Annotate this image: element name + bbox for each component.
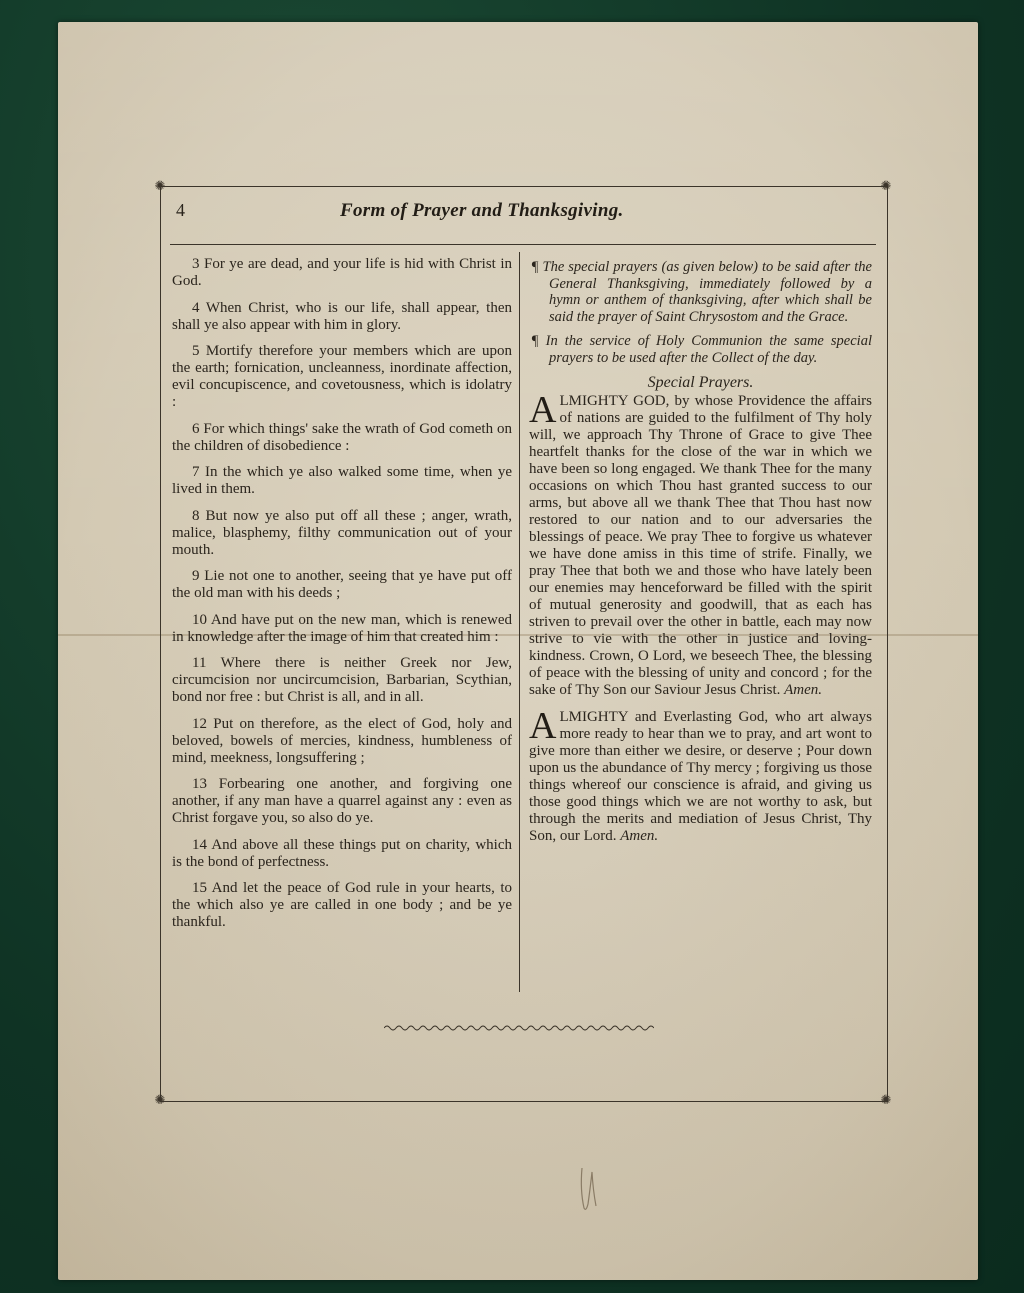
corner-ornament-icon: ✺ bbox=[880, 1092, 892, 1107]
corner-ornament-icon: ✺ bbox=[154, 178, 166, 193]
verse: 14 And above all these things put on charity, which is the bond of perfectness. bbox=[172, 836, 512, 870]
rubric-holy-communion: ¶ In the service of Holy Communion the same special prayers to be used after the Collect of the day. bbox=[531, 333, 872, 366]
page-number: 4 bbox=[176, 200, 185, 220]
verse: 15 And let the peace of God rule in your hearts, to the which also ye are called in one body ; and be ye thankful. bbox=[172, 880, 512, 930]
verse: 7 In the which ye also walked some time, when ye lived in them. bbox=[172, 464, 512, 497]
verse: 9 Lie not one to another, seeing that ye have put off the old man with his deeds ; bbox=[172, 568, 512, 601]
corner-ornament-icon: ✺ bbox=[880, 178, 892, 193]
pencil-mark bbox=[574, 1160, 604, 1220]
prayer-text: LMIGHTY GOD, by whose Providence the affairs of nations are guided to the fulfilment of Thy holy will, we approach Thy Throne of Grace to give Thee heartfelt thanks for the close of the war in which we have been so long engaged. We thank Thee for the many occasions on which Thou hast granted success to our arms, but above all we thank Thee that Thou hast now restored to our nation and to our adversaries the blessings of peace. We pray Thee to forgive us whatever we have done amiss in this time of strife. Finally, we pray Thee that both we and those who have lately been our enemies may henceforward be filled with the spirit of mutual generosity and goodwill, that as each has striven to prevail over the other in battle, each may now strive to vie with the other in justice and loving-kindness. Crown, O Lord, we beseech Thee, the blessing of peace with the blessing of unity and concord ; for the sake of Thy Son our Saviour Jesus Christ. bbox=[529, 393, 872, 698]
special-prayers-heading: Special Prayers. bbox=[647, 374, 754, 391]
verse: 5 Mortify therefore your members which are upon the earth; fornication, uncleanness, inordinate affection, evil concupiscence, and covetousness, which is idolatry : bbox=[172, 343, 512, 410]
corner-ornament-icon: ✺ bbox=[154, 1092, 166, 1107]
drop-cap: A bbox=[529, 705, 557, 747]
verse: 13 Forbearing one another, and forgiving one another, if any man have a quarrel against any : even as Christ forgave you, so also do ye. bbox=[172, 776, 512, 826]
page-title: Form of Prayer and Thanksgiving. bbox=[340, 200, 624, 221]
rubric-special-prayers: ¶ The special prayers (as given below) to be said after the General Thanksgiving, immediately followed by a hymn or anthem of thanksgiving, after which shall be said the prayer of Saint Chrysostom and the Grace. bbox=[531, 259, 872, 325]
verse: 8 But now ye also put off all these ; anger, wrath, malice, blasphemy, filthy communication out of your mouth. bbox=[172, 507, 512, 558]
verse: 3 For ye are dead, and your life is hid with Christ in God. bbox=[172, 256, 512, 289]
amen: Amen. bbox=[784, 682, 823, 698]
amen: Amen. bbox=[620, 828, 659, 844]
verse: 4 When Christ, who is our life, shall appear, then shall ye also appear with him in glory. bbox=[172, 299, 512, 333]
right-column bbox=[529, 259, 872, 855]
header-rule bbox=[170, 244, 876, 245]
prayer-thanksgiving bbox=[529, 389, 872, 699]
prayer-everlasting-god bbox=[529, 705, 872, 845]
drop-cap: A bbox=[529, 389, 557, 431]
wavy-ornament-rule bbox=[384, 1024, 654, 1032]
column-divider bbox=[519, 252, 520, 992]
verse: 11 Where there is neither Greek nor Jew, circumcision nor uncircumcision, Barbarian, Scythian, bond nor free : but Christ is all, and in all. bbox=[172, 655, 512, 705]
prayer-text: LMIGHTY and Everlasting God, who art always more ready to hear than we to pray, and art wont to give more than either we desire, or deserve ; Pour down upon us the abundance of Thy mercy ; forgiving us those things whereof our conscience is afraid, and giving us those good things which we are not worthy to ask, but through the merits and mediation of Jesus Christ, Thy Son, our Lord. bbox=[529, 709, 872, 844]
verse: 6 For which things' sake the wrath of God cometh on the children of disobedience : bbox=[172, 420, 512, 454]
verse: 12 Put on therefore, as the elect of God, holy and beloved, bowels of mercies, kindness, humbleness of mind, meekness, longsuffering ; bbox=[172, 715, 512, 766]
left-column bbox=[172, 256, 512, 941]
verse: 10 And have put on the new man, which is renewed in knowledge after the image of him that created him : bbox=[172, 611, 512, 645]
